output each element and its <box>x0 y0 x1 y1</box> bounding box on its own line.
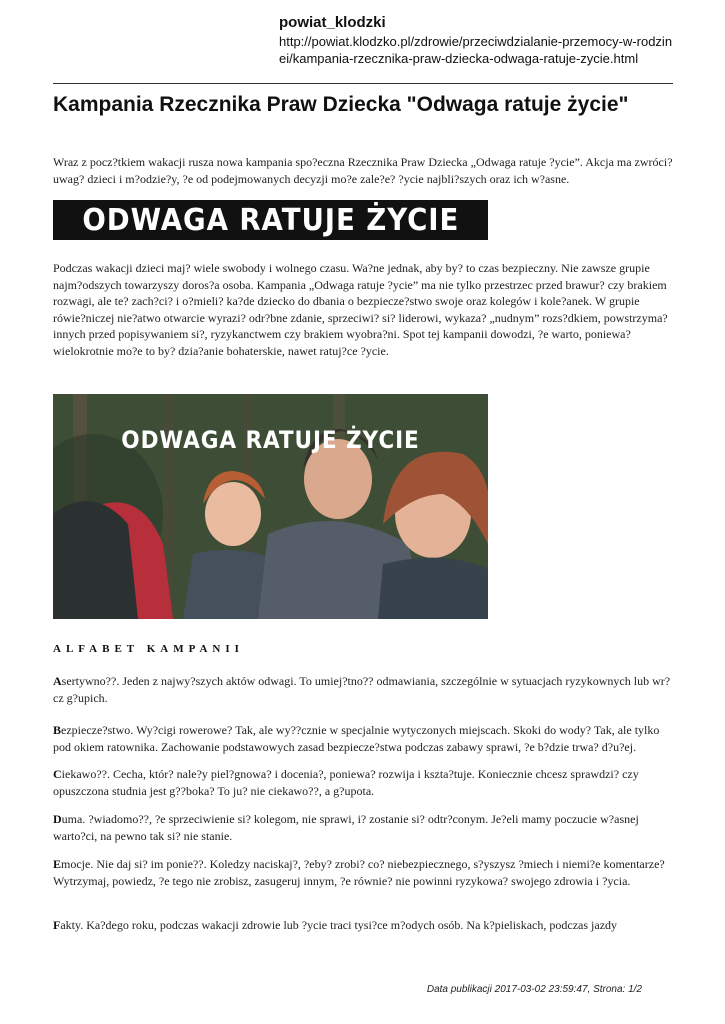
alphabet-text: iekawo??. Cecha, któr? nale?y piel?gnowa? i docenia?, poniewa? rozwija i kszta?tuje. Koniecznie chcesz sprawdzi? czy opuszczona studnia jest g??boka? To ju? nie ciekawo??, a g?upota. <box>53 767 639 798</box>
photo-overlay-text: ODWAGA RATUJE ŻYCIE <box>121 426 420 454</box>
body-paragraph: Podczas wakacji dzieci maj? wiele swobody i wolnego czasu. Wa?ne jednak, aby by? to czas bezpieczny. Nie zawsze grupie najm?odszych towarzyszy doros?a osoba. Kampania „Odwaga ratuje ?ycie” ma nie tylko przestrzec przed brawur? czy brakiem rozwagi, ale te? zach?ci? i o?mieli? ka?de dziecko do dbania o bezpiecze?stwo swoje oraz kolegów i kole?anek. W grupie rówie?niczej nie?atwo otwarcie wyrazi? odr?bne zdanie, sprzeciwi? si? liderowi, wykaza? „nudnym” rozs?dkiem, powstrzyma? innych przed popisywaniem si?, ryzykanctwem czy brakiem wyobra?ni. Spot tej kampanii dowodzi, ?e warto, poniewa? wielokrotnie mo?e to by? dzia?anie bohaterskie, nawet ratuj?ce ?ycie. <box>53 261 668 358</box>
campaign-banner <box>53 200 488 240</box>
header-divider <box>53 83 673 84</box>
alphabet-item-f <box>53 917 673 934</box>
alphabet-item-d <box>53 811 673 845</box>
source-url[interactable]: http://powiat.klodzko.pl/zdrowie/przeciwdzialanie-przemocy-w-rodzinei/kampania-rzecznika-praw-dziecka-odwaga-ratuje-zycie.html <box>279 34 673 66</box>
document-header <box>279 13 673 67</box>
alphabet-text: akty. Ka?dego roku, podczas wakacji zdrowie lub ?ycie traci tysi?ce m?odych osób. Na k?pieliskach, podczas jazdy <box>60 918 618 932</box>
alphabet-letter: C <box>53 767 62 781</box>
alphabet-letter: E <box>53 857 62 871</box>
publication-footer: Data publikacji 2017-03-02 23:59:47, Strona: 1/2 <box>426 984 642 995</box>
section-heading: ALFABET KAMPANII <box>53 643 244 655</box>
alphabet-item-b <box>53 722 673 756</box>
alphabet-letter: D <box>53 812 62 826</box>
alphabet-text: sertywno??. Jeden z najwy?szych aktów odwagi. To umiej?tno?? odmawiania, szczególnie w sytuacjach ryzykownych lub wr?cz g?upich. <box>53 674 671 705</box>
article-title: Kampania Rzecznika Praw Dziecka "Odwaga ratuje życie" <box>53 93 629 116</box>
alphabet-letter: B <box>53 723 62 737</box>
alphabet-letter: A <box>53 674 62 688</box>
alphabet-text: ezpiecze?stwo. Wy?cigi rowerowe? Tak, ale wy??cznie w specjalnie wytyczonych miejscach. Skoki do wody? Tak, ale tylko pod okiem ratownika. Zachowanie podstawowych zasad bezpiecze?stwa podczas zabawy sprawi, ?e b?dzie trwa? d?u?ej. <box>53 723 660 754</box>
banner-text: ODWAGA RATUJE ŻYCIE <box>82 202 459 238</box>
alphabet-letter: F <box>53 918 61 932</box>
alphabet-text: mocje. Nie daj si? im ponie??. Koledzy naciskaj?, ?eby? zrobi? co? niebezpiecznego, s?yszysz ?miech i niemi?e komentarze? Wytrzymaj, powiedz, ?e tego nie zrobisz, zasugeruj innym, ?e równie? nie powinni ryzykowa? swojego zdrowia i ?ycia. <box>53 857 665 888</box>
alphabet-item-e <box>53 856 673 890</box>
campaign-photo <box>53 394 488 619</box>
alphabet-item-a <box>53 673 673 707</box>
alphabet-text: uma. ?wiadomo??, ?e sprzeciwienie si? kolegom, nie sprawi, i? zostanie si? odtr?conym. Je?eli mamy poczucie w?asnej warto?ci, na pewno tak si? nie stanie. <box>53 812 639 843</box>
intro-paragraph: Wraz z pocz?tkiem wakacji rusza nowa kampania spo?eczna Rzecznika Praw Dziecka „Odwaga ratuje ?ycie”. Akcja ma zwróci? uwag? dzieci i m?odzie?y, ?e od podejmowanych decyzji mo?e zale?e? ?ycie najbli?szych oraz ich w?asne. <box>53 155 673 186</box>
site-name: powiat_klodzki <box>279 14 386 31</box>
alphabet-item-c <box>53 766 673 800</box>
